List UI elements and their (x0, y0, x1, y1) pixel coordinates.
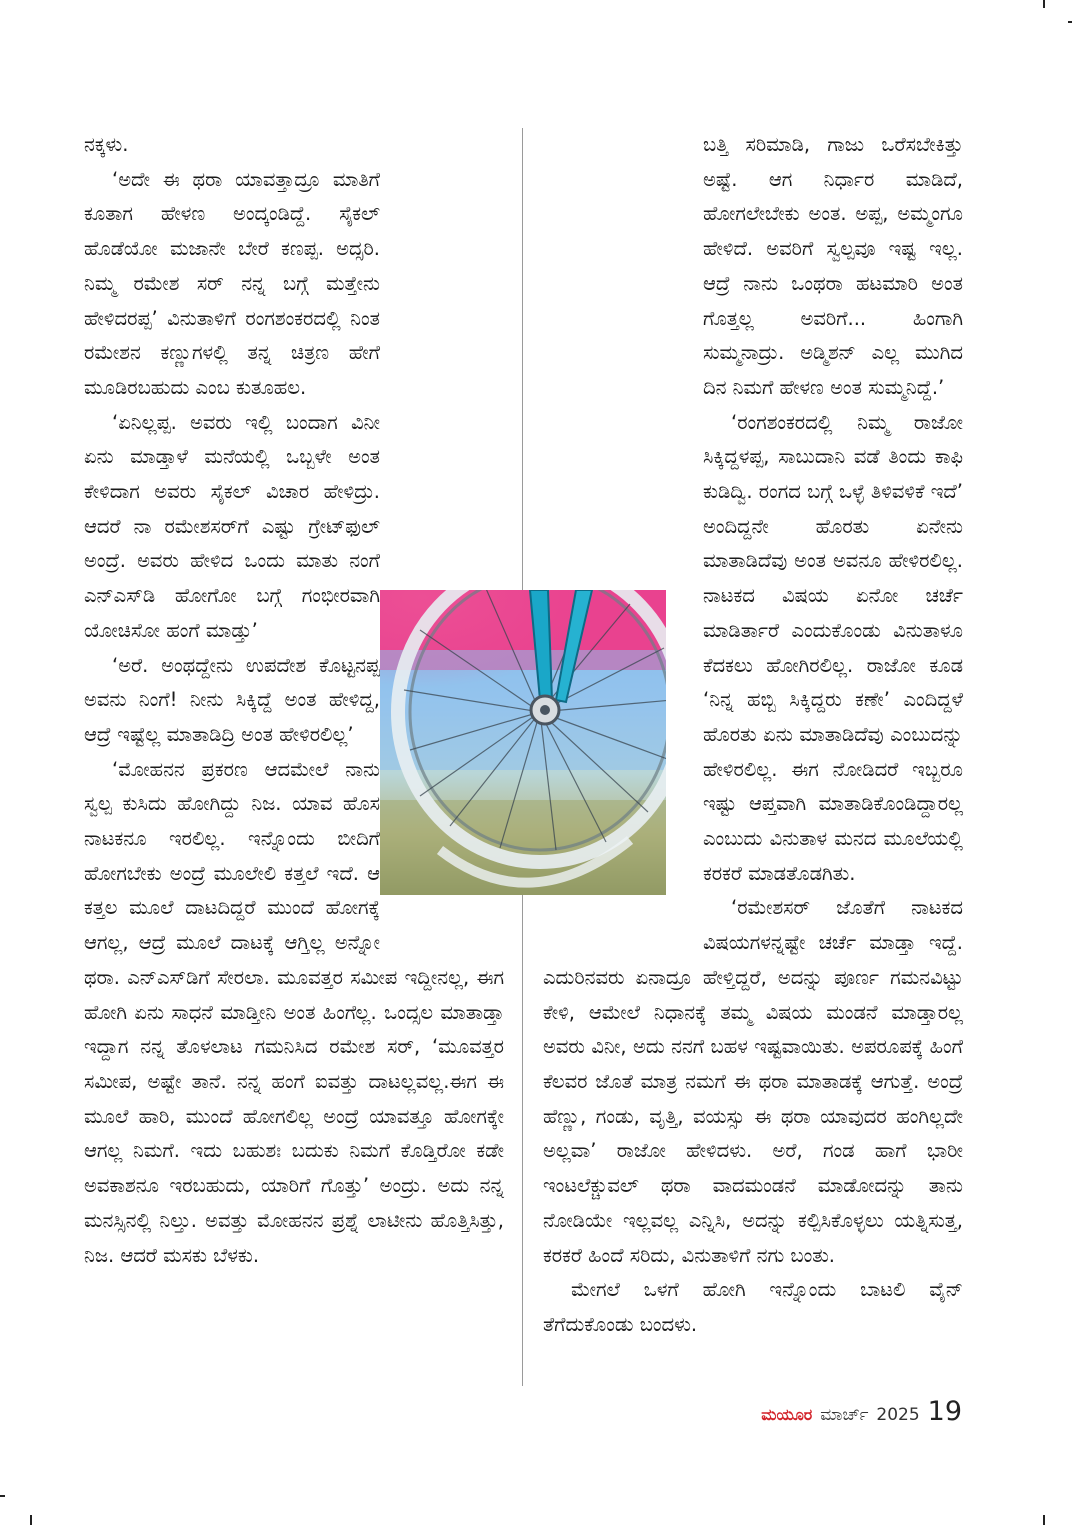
paragraph: ಬತ್ತಿ ಸರಿಮಾಡಿ, ಗಾಜು ಒರೆಸಬೇಕಿತ್ತು ಅಷ್ಟೆ. ಆಗ ನಿರ್ಧಾರ ಮಾಡಿದೆ, ಹೋಗಲೇಬೇಕು ಅಂತ. ಅಪ್ಪ, ಅಮ್ಮಂಗೂ ಹೇಳಿದೆ. ಅವರಿಗೆ ಸ್ವಲ್ಪವೂ ಇಷ್ಟ ಇಲ್ಲ. ಆದ್ರೆ ನಾನು ಒಂಥರಾ ಹಟಮಾರಿ ಅಂತ ಗೊತ್ತಲ್ಲ ಅವರಿಗೆ... ಹಿಂಗಾಗಿ ಸುಮ್ಮನಾದ್ರು. ಅಡ್ಮಿಶನ್ ಎಲ್ಲ ಮುಗಿದ ದಿನ ನಿಮಗೆ ಹೇಳಣ ಅಂತ ಸುಮ್ಮನಿದ್ದೆ.’ (703, 133, 963, 399)
crop-mark-right-edge (1068, 21, 1072, 23)
issue-month: ಮಾರ್ಚ್ (820, 1405, 869, 1425)
crop-mark-top-right (1043, 0, 1045, 8)
paragraph: ‘ರಮೇಶಸರ್ ಜೊತೆಗೆ ನಾಟಕದ ವಿಷಯಗಳನ್ನಷ್ಟೇ ಚರ್ಚೆ ಮಾಡ್ತಾ ಇದ್ದೆ. ಎದುರಿನವರು ಏನಾದ್ರೂ ಹೇಳ್ತಿದ್ದರೆ, ಅದನ್ನು ಪೂರ್ಣ ಗಮನವಿಟ್ಟು ಕೇಳಿ, ಆಮೇಲೆ ನಿಧಾನಕ್ಕೆ ತಮ್ಮ ವಿಷಯ ಮಂಡನೆ ಮಾಡ್ತಾರಲ್ಲ ಅವರು ವಿನೀ, ಅದು ನನಗೆ ಬಹಳ ಇಷ್ಟವಾಯಿತು. ಅಪರೂಪಕ್ಕೆ ಹಿಂಗೆ ಕೆಲವರ ಜೊತೆ ಮಾತ್ರ ನಮಗೆ ಈ ಥರಾ ಮಾತಾಡಕ್ಕೆ ಆಗುತ್ತೆ. ಅಂದ್ರೆ ಹೆಣ್ಣು, ಗಂಡು, ವೃತ್ತಿ, ವಯಸ್ಸು ಈ ಥರಾ ಯಾವುದರ ಹಂಗಿಲ್ಲದೇ ಅಲ್ಲವಾ’ ರಾಜೋ ಹೇಳಿದಳು. ಅರೆ, ಗಂಡ ಹಾಗೆ ಭಾರೀ ಇಂಟಲೆಕ್ಚುವಲ್ ಥರಾ ವಾದಮಂಡನೆ ಮಾಡೋದನ್ನು ತಾನು ನೋಡಿಯೇ ಇಲ್ಲವಲ್ಲ ಎನ್ನಿಸಿ, ಅದನ್ನು ಕಲ್ಪಿಸಿಕೊಳ್ಳಲು ಯತ್ನಿಸುತ್ತ, ಕರಕರೆ ಹಿಂದೆ ಸರಿದು, ವಿನುತಾಳಿಗೆ ನಗು ಬಂತು. (543, 896, 963, 1267)
paragraph: ಮೇಗಲೆ ಒಳಗೆ ಹೋಗಿ ಇನ್ನೊಂದು ಬಾಟಲಿ ವೈನ್ ತೆಗೆದುಕೊಂಡು ಬಂದಳು. (543, 1278, 963, 1336)
page-footer (761, 1396, 962, 1432)
issue-year: 2025 (876, 1405, 920, 1425)
bicycle-wheel-illustration (380, 590, 666, 895)
crop-mark-bottom-left-2 (30, 1515, 32, 1525)
magazine-logo: ಮಯೂರ (761, 1405, 813, 1424)
crop-mark-bottom-left (0, 1495, 5, 1497)
paragraph: ‘ಅರೆ. ಅಂಥದ್ದೇನು ಉಪದೇಶ ಕೊಟ್ಟನಪ್ಪ ಅವನು ನಿಂಗೆ! ನೀನು ಸಿಕ್ಕಿದ್ದೆ ಅಂತ ಹೇಳಿದ್ದ, ಆದ್ರೆ ಇಷ್ಟೆಲ್ಲ ಮಾತಾಡಿದ್ರಿ ಅಂತ ಹೇಳಿರಲಿಲ್ಲ’ (84, 653, 380, 746)
paragraph: ‘ಏನಿಲ್ಲಪ್ಪ. ಅವರು ಇಲ್ಲಿ ಬಂದಾಗ ವಿನೀ ಏನು ಮಾಡ್ತಾಳೆ ಮನೆಯಲ್ಲಿ ಒಬ್ಬಳೇ ಅಂತ ಕೇಳಿದಾಗ ಅವರು ಸೈಕಲ್ ವಿಚಾರ ಹೇಳಿದ್ರು. ಆದರೆ ನಾ ರಮೇಶಸರ್‌ಗೆ ಎಷ್ಟು ಗ್ರೇಟ್‌ಫುಲ್ ಅಂದ್ರೆ. ಅವರು ಹೇಳಿದ ಒಂದು ಮಾತು ನಂಗೆ ಎನ್‌ಎಸ್‌ಡಿ ಹೋಗೋ ಬಗ್ಗೆ ಗಂಭೀರವಾಗಿ ಯೋಚಿಸೋ ಹಂಗೆ ಮಾಡ್ತು’ (84, 410, 380, 642)
paragraph: ‘ಅದೇ ಈ ಥರಾ ಯಾವತ್ತಾದ್ರೂ ಮಾತಿಗೆ ಕೂತಾಗ ಹೇಳಣ ಅಂದ್ಕಂಡಿದ್ದೆ. ಸೈಕಲ್ ಹೊಡೆಯೋ ಮಜಾನೇ ಬೇರೆ ಕಣಪ್ಪ. ಅದ್ಸರಿ. ನಿಮ್ಮ ರಮೇಶ ಸರ್ ನನ್ನ ಬಗ್ಗೆ ಮತ್ತೇನು ಹೇಳಿದರಪ್ಪ’ ವಿನುತಾಳಿಗೆ ರಂಗಶಂಕರದಲ್ಲಿ ನಿಂತ ರಮೇಶನ ಕಣ್ಣುಗಳಲ್ಲಿ ತನ್ನ ಚಿತ್ರಣ ಹೇಗೆ ಮೂಡಿರಬಹುದು ಎಂಬ ಕುತೂಹಲ. (84, 167, 380, 399)
page-number: 19 (927, 1396, 962, 1427)
crop-mark-bottom-right (1043, 1515, 1045, 1525)
paragraph: ‘ರಂಗಶಂಕರದಲ್ಲಿ ನಿಮ್ಮ ರಾಜೋ ಸಿಕ್ಕಿದ್ದಳಪ್ಪ, ಸಾಬುದಾನಿ ವಡೆ ತಿಂದು ಕಾಫಿ ಕುಡಿದ್ವಿ. ರಂಗದ ಬಗ್ಗೆ ಒಳ್ಳೆ ತಿಳಿವಳಿಕೆ ಇದೆ’ ಅಂದಿದ್ದನೇ ಹೊರತು ಏನೇನು ಮಾತಾಡಿದೆವು ಅಂತ ಅವನೂ ಹೇಳಿರಲಿಲ್ಲ. ನಾಟಕದ ವಿಷಯ ಏನೋ ಚರ್ಚೆ ಮಾಡಿರ್ತಾರೆ ಎಂದುಕೊಂಡು ವಿನುತಾಳೂ ಕೆದಕಲು ಹೋಗಿರಲಿಲ್ಲ. ರಾಜೋ ಕೂಡ ‘ನಿನ್ನ ಹಬ್ಬಿ ಸಿಕ್ಕಿದ್ದರು ಕಣೇ’ ಎಂದಿದ್ದಳೆ ಹೊರತು ಏನು ಮಾತಾಡಿದೆವು ಎಂಬುದನ್ನು ಹೇಳಿರಲಿಲ್ಲ. ಈಗ ನೋಡಿದರೆ ಇಬ್ಬರೂ ಇಷ್ಟು ಆಪ್ತವಾಗಿ ಮಾತಾಡಿಕೊಂಡಿದ್ದಾರಲ್ಲ ಎಂಬುದು ವಿನುತಾಳ ಮನದ ಮೂಲೆಯಲ್ಲಿ ಕರಕರೆ ಮಾಡತೊಡಗಿತು. (703, 410, 963, 885)
paragraph: ‘ಮೋಹನನ ಪ್ರಕರಣ ಆದಮೇಲೆ ನಾನು ಸ್ವಲ್ಪ ಕುಸಿದು ಹೋಗಿದ್ದು ನಿಜ. ಯಾವ ಹೊಸ ನಾಟಕನೂ ಇರಲಿಲ್ಲ. ಇನ್ನೊಂದು ಬೀದಿಗೆ ಹೋಗಬೇಕು ಅಂದ್ರೆ ಮೂಲೇಲಿ ಕತ್ತಲೆ ಇದೆ. ಆ ಕತ್ತಲ ಮೂಲೆ ದಾಟದಿದ್ದರೆ ಮುಂದೆ ಹೋಗಕ್ಕೆ ಆಗಲ್ಲ, ಆದ್ರೆ ಮೂಲೆ ದಾಟಕ್ಕೆ ಆಗ್ತಿಲ್ಲ ಅನ್ನೋ ಥರಾ. ಎನ್‌ಎಸ್‌ಡಿಗೆ ಸೇರಲಾ. ಮೂವತ್ತರ ಸಮೀಪ ಇದ್ದೀನಲ್ಲ, ಈಗ ಹೋಗಿ ಏನು ಸಾಧನೆ ಮಾಡ್ತೀನಿ ಅಂತ ಹಿಂಗೆಲ್ಲ. ಒಂದ್ಸಲ ಮಾತಾಡ್ತಾ ಇದ್ದಾಗ ನನ್ನ ತೊಳಲಾಟ ಗಮನಿಸಿದ ರಮೇಶ ಸರ್, ‘ಮೂವತ್ತರ ಸಮೀಪ, ಅಷ್ಟೇ ತಾನೆ. ನನ್ನ ಹಂಗೆ ಐವತ್ತು ದಾಟಲ್ಲವಲ್ಲ.ಈಗ ಈ ಮೂಲೆ ಹಾರಿ, ಮುಂದೆ ಹೋಗಲಿಲ್ಲ ಅಂದ್ರೆ ಯಾವತ್ತೂ ಹೋಗಕ್ಕೇ ಆಗಲ್ಲ ನಿಮಗೆ. ಇದು ಬಹುಶಃ ಬದುಕು ನಿಮಗೆ ಕೊಡ್ತಿರೋ ಕಡೇ ಅವಕಾಶನೂ ಇರಬಹುದು, ಯಾರಿಗೆ ಗೊತ್ತು’ ಅಂದ್ರು. ಅದು ನನ್ನ ಮನಸ್ಸಿನಲ್ಲಿ ನಿಲ್ತು. ಅವತ್ತು ಮೋಹನನ ಪ್ರಶ್ನೆ ಲಾಟೀನು ಹೊತ್ತಿಸಿತ್ತು, ನಿಜ. ಆದರೆ ಮಸಕು ಬೆಳಕು. (84, 757, 504, 1267)
paragraph: ನಕ್ಕಳು. (84, 133, 129, 156)
bicycle-wheel-icon (380, 590, 666, 895)
